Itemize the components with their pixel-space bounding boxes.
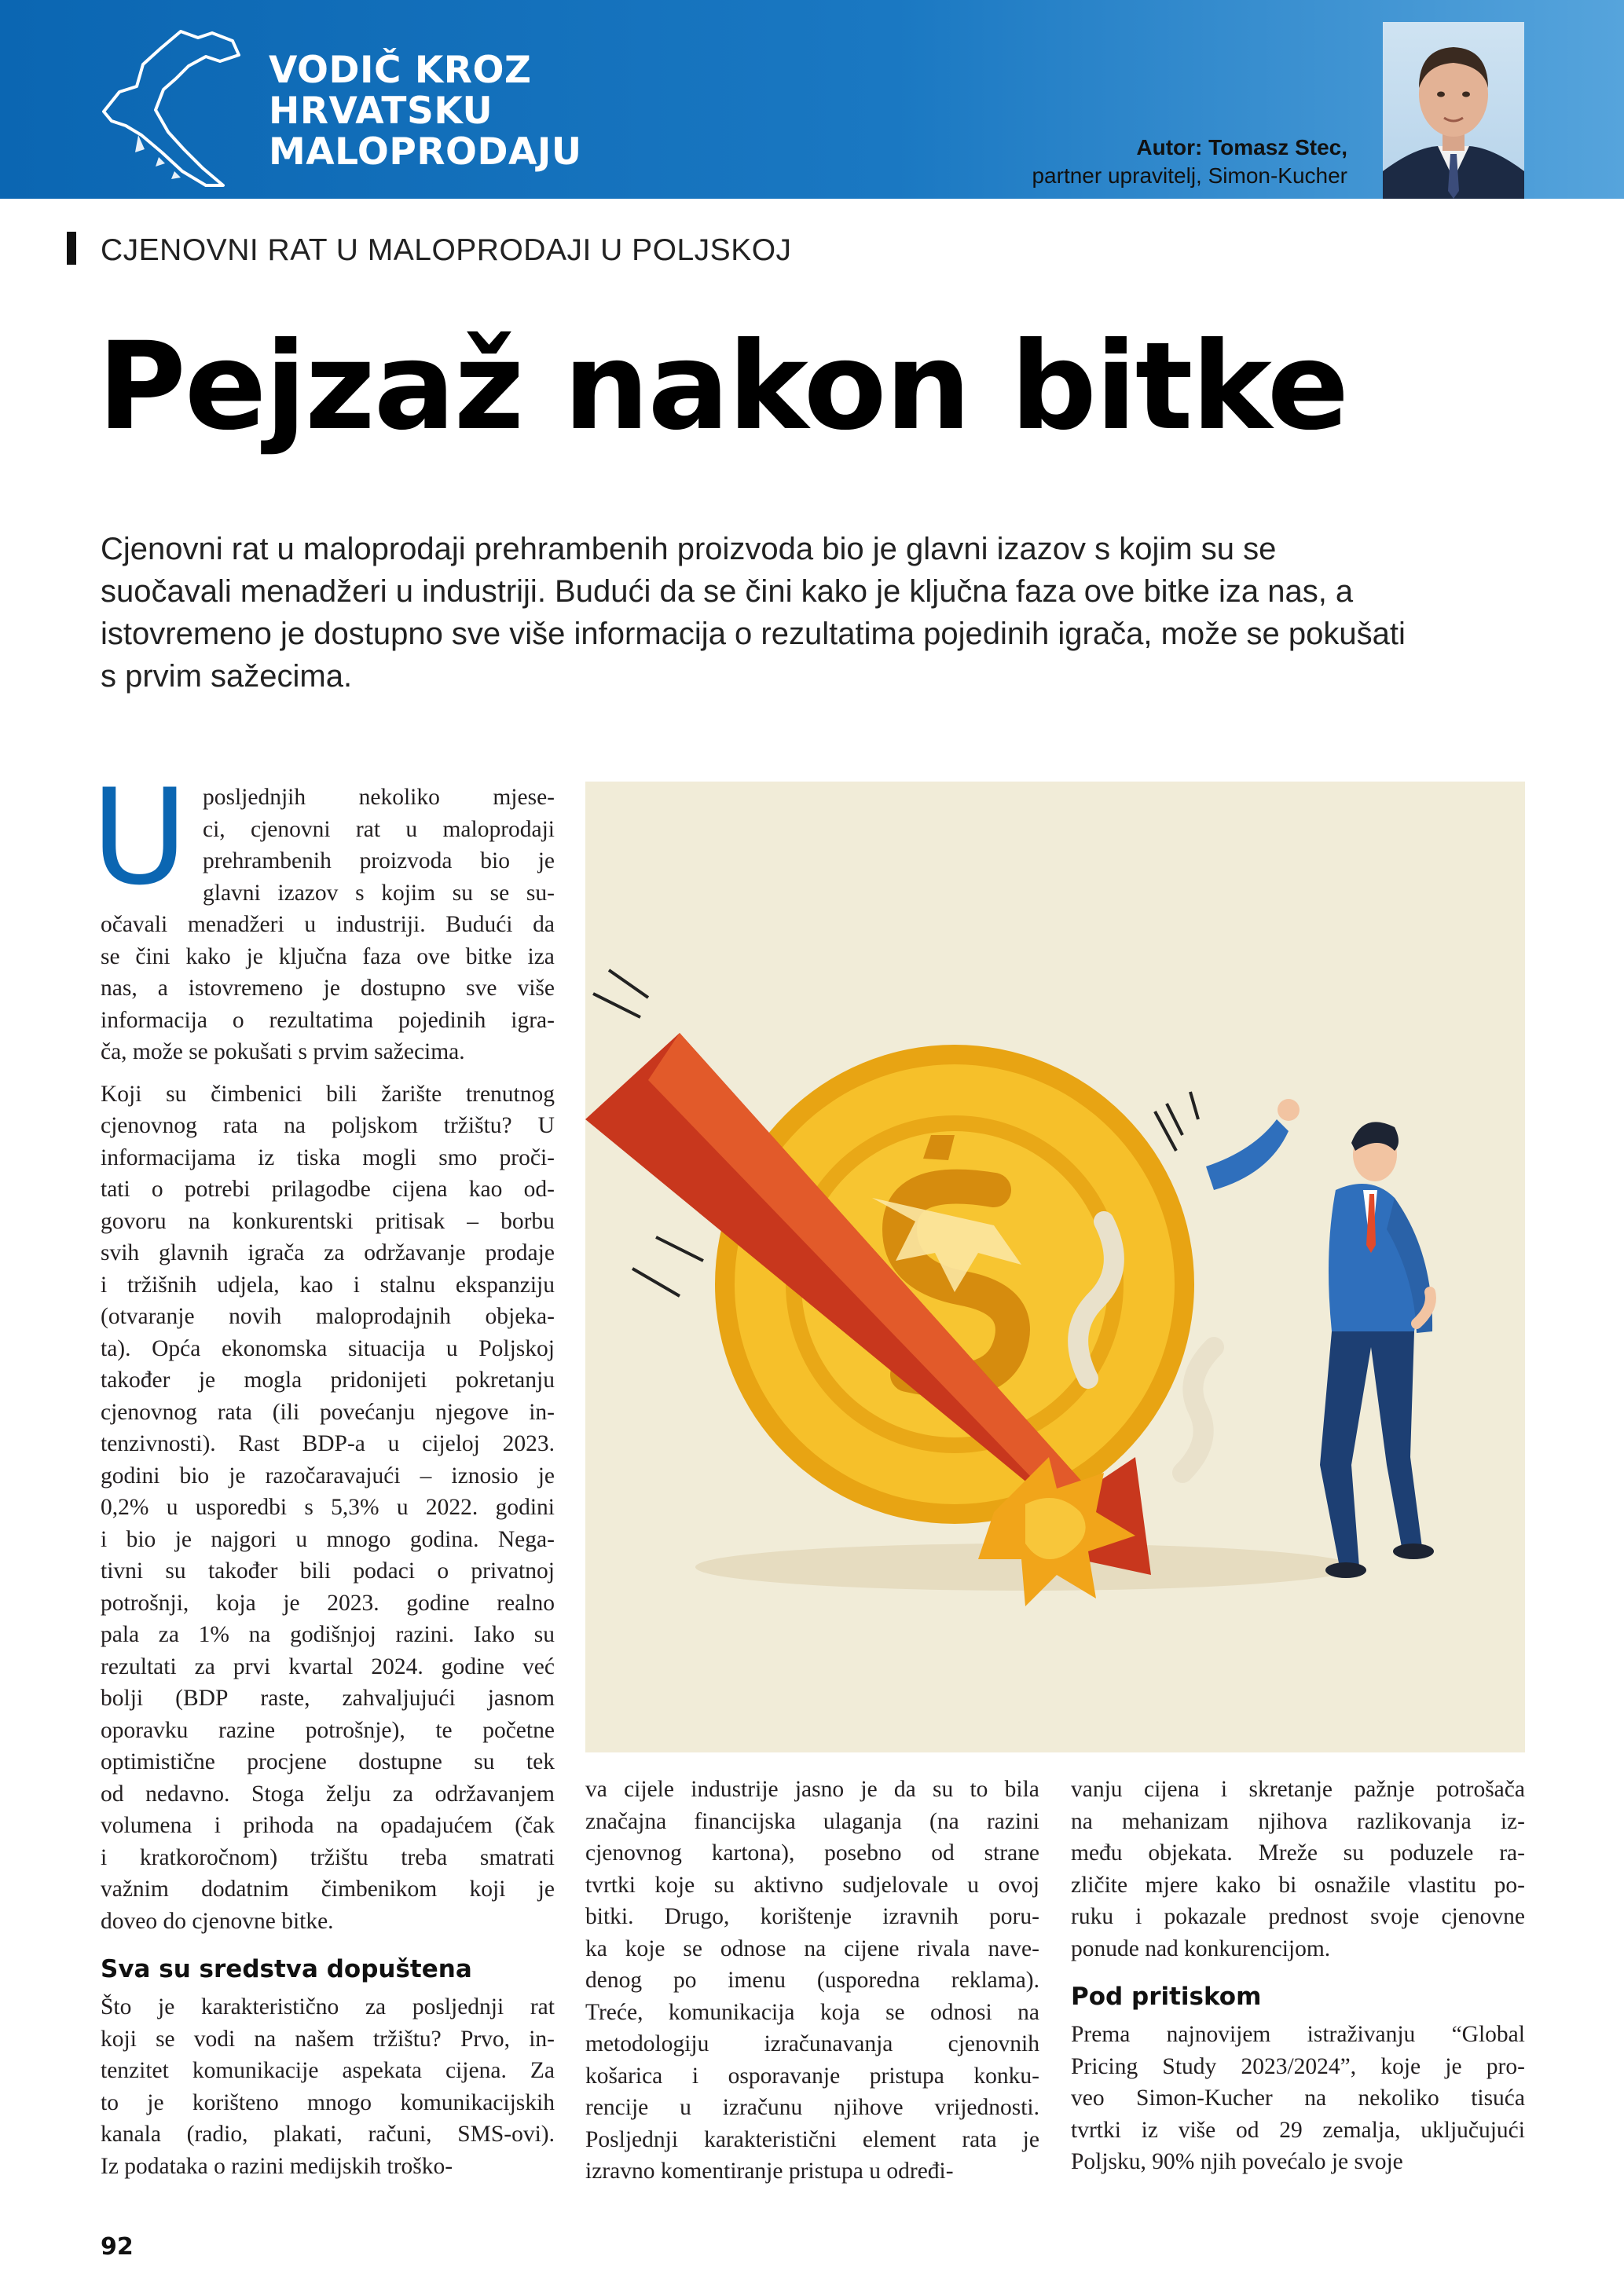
text-line: bolji (BDP raste, zahvaljujući jasnom [101, 1686, 555, 1711]
text-line: Poljsku, 90% njih povećalo je svoje [1071, 2149, 1403, 2174]
text-line: tati o potrebi prilagodbe cijena kao od- [101, 1177, 555, 1202]
text-line: glavni izazov s kojim su se su- [203, 880, 555, 906]
text-line: izravno komentiranje pristupa u određi- [585, 2159, 954, 2184]
text-line: važnim dodatnim čimbenikom koji je [101, 1877, 555, 1902]
text-line: rencije u izračunu njihove vrijednosti. [585, 2095, 1039, 2120]
text-line: tenzitet komunikacije aspekata cijena. Za [101, 2058, 555, 2083]
text-line: zličite mjere kako bi osnažile vlastitu po- [1071, 1872, 1525, 1898]
text-line: Što je karakteristično za posljednji rat [101, 1994, 555, 2020]
text-line: denog po imenu (usporedna reklama). [585, 1968, 1039, 1993]
text-line: od nedavno. Stoga želju za održavanjem [101, 1781, 555, 1807]
body-column-1 [101, 782, 555, 2182]
article-kicker: CJENOVNI RAT U MALOPRODAJI U POLJSKOJ [101, 233, 792, 267]
text-line: Treće, komunikacija koja se odnosi na [585, 1999, 1039, 2025]
author-name: Autor: Tomasz Stec, [1136, 135, 1347, 159]
author-portrait [1383, 22, 1524, 199]
text-line: cjenovnog kartona), posebno od strane [585, 1840, 1039, 1866]
text-line: kanala (radio, plakati, računi, SMS-ovi). [101, 2122, 555, 2147]
text-line: Posljednji karakteristični element rata je [585, 2126, 1039, 2152]
header-band [0, 0, 1624, 199]
text-line: i kratkoročnom) tržištu treba smatrati [101, 1844, 555, 1870]
series-title-line: MALOPRODAJU [269, 130, 582, 174]
series-title-line: HRVATSKU [269, 90, 493, 133]
text-line: također je mogla pridonijeti pokretanju [101, 1368, 555, 1393]
lead-line: istovremeno je dostupno sve više informacija o rezultatima pojedinih igrača, može se pokušati [101, 617, 1406, 651]
text-line: ka koje se odnose na cijene rivala nave- [585, 1935, 1039, 1961]
text-line: (otvaranje novih maloprodajnih objeka- [101, 1304, 555, 1329]
paragraph [101, 782, 555, 1068]
body-column-3 [1071, 1774, 1525, 2178]
text-line: volumena i prihoda na opadajućem (čak [101, 1813, 555, 1838]
croatia-map-icon [88, 17, 245, 190]
text-line: va cijele industrije jasno je da su to bila [585, 1777, 1039, 1802]
kicker-bar [67, 232, 76, 265]
text-line: ponude nad konkurencijom. [1071, 1935, 1331, 1961]
text-line: 0,2% u usporedbi s 5,3% u 2022. godini [101, 1495, 555, 1520]
text-line: vanju cijena i skretanje pažnje potrošača [1071, 1777, 1525, 1802]
text-line: optimistične procjene dostupne su tek [101, 1749, 555, 1774]
text-line: Iz podataka o razini medijskih troško- [101, 2153, 453, 2179]
section-subhead: Sva su sredstva dopuštena [101, 1955, 472, 1983]
series-title [269, 50, 582, 173]
text-line: informacijama iz tiska mogli smo proči- [101, 1144, 555, 1170]
text-line: cjenovnog rata (ili povećanju njegove in- [101, 1399, 555, 1425]
text-line: oporavku razine potrošnje), te početne [101, 1717, 555, 1743]
text-line: to je korišteno mnogo komunikacijskih [101, 2089, 555, 2115]
text-line: očavali menadžeri u industriji. Budući da [101, 912, 555, 937]
text-line: ci, cjenovni rat u maloprodaji [203, 816, 555, 842]
text-line: i tržišnih udjela, kao i stalnu ekspanziju [101, 1272, 555, 1298]
text-line: pala za 1% na godišnjoj razini. Iako su [101, 1622, 555, 1647]
paragraph [1071, 2019, 1525, 2178]
text-line: Pricing Study 2023/2024”, koje je pro- [1071, 2053, 1525, 2079]
text-line: značajna financijska ulaganja (na razini [585, 1808, 1039, 1834]
drop-cap: U [91, 760, 188, 914]
text-line: tenzivnosti). Rast BDP-a u cijeloj 2023. [101, 1431, 555, 1456]
paragraph [1071, 1774, 1525, 1965]
text-line: prehrambenih proizvoda bio je [203, 848, 555, 873]
text-line: tvrtki iz više od 29 zemalja, uključujući [1071, 2117, 1525, 2143]
article-headline: Pejzaž nakon bitke [97, 317, 1348, 457]
text-line: potrošnji, koja je 2023. godine realno [101, 1590, 555, 1616]
series-title-line: VODIČ KROZ [269, 49, 532, 92]
text-line: Prema najnovijem istraživanju “Global [1071, 2022, 1525, 2047]
text-line: se čini kako je ključna faza ove bitke iza [101, 943, 555, 969]
paragraph [101, 1991, 555, 2182]
author-role: partner upravitelj, Simon-Kucher [1032, 163, 1347, 188]
businessman-illustration [1155, 1092, 1434, 1578]
text-line: ruku i pokazale prednost svoje cjenovne [1071, 1904, 1525, 1929]
text-line: Koji su čimbenici bili žarište trenutnog [101, 1081, 555, 1107]
text-line: koji se vodi na našem tržištu? Prvo, in- [101, 2026, 555, 2052]
text-line: doveo do cjenovne bitke. [101, 1908, 334, 1934]
text-line: košarica i osporavanje pristupa konku- [585, 2063, 1039, 2089]
text-line: tvrtki koje su aktivno sudjelovale u ovoj [585, 1872, 1039, 1898]
text-line: ta). Opća ekonomska situacija u Poljskoj [101, 1335, 555, 1361]
text-line: govoru na konkurentski pritisak – borbu [101, 1208, 555, 1234]
page-number: 92 [101, 2233, 134, 2261]
text-line: tivni su također bili podaci o privatnoj [101, 1558, 555, 1584]
lead-line: suočavali menadžeri u industriji. Budući da se čini kako je ključna faza ove bitke iza nas, a [101, 574, 1354, 609]
text-line: veo Simon-Kucher na nekoliko tisuća [1071, 2085, 1525, 2111]
lead-line: s prvim sažecima. [101, 659, 353, 694]
text-line: i bio je najgori u mnogo godina. Nega- [101, 1526, 555, 1552]
text-line: na mehanizam njihova razlikovanja iz- [1071, 1808, 1525, 1834]
text-line: rezultati za prvi kvartal 2024. godine već [101, 1653, 555, 1679]
body-column-2 [585, 1774, 1039, 2188]
text-line: metodologiju izračunavanja cjenovnih [585, 2031, 1039, 2056]
text-line: bitki. Drugo, korištenje izravnih poru- [585, 1904, 1039, 1929]
article-illustration [585, 782, 1525, 1752]
text-line: među objekata. Mreže su poduzele ra- [1071, 1840, 1525, 1866]
text-line: svih glavnih igrača za održavanje prodaje [101, 1240, 555, 1265]
author-credit [1032, 134, 1347, 190]
text-line: ča, može se pokušati s prvim sažecima. [101, 1039, 465, 1064]
text-line: informacija o rezultatima pojedinih igra- [101, 1007, 555, 1033]
text-line: nas, a istovremeno je dostupno sve više [101, 976, 555, 1001]
lead-line: Cjenovni rat u maloprodaji prehrambenih proizvoda bio je glavni izazov s kojim su se [101, 532, 1277, 566]
section-subhead: Pod pritiskom [1071, 1983, 1262, 2011]
article-lead [101, 528, 1531, 698]
paragraph [585, 1774, 1039, 2188]
paragraph [101, 1078, 555, 1938]
text-line: godini bio je razočaravajući – iznosio je [101, 1463, 555, 1489]
text-line: cjenovnog rata na poljskom tržištu? U [101, 1113, 555, 1138]
text-line: posljednjih nekoliko mjese- [203, 785, 555, 810]
